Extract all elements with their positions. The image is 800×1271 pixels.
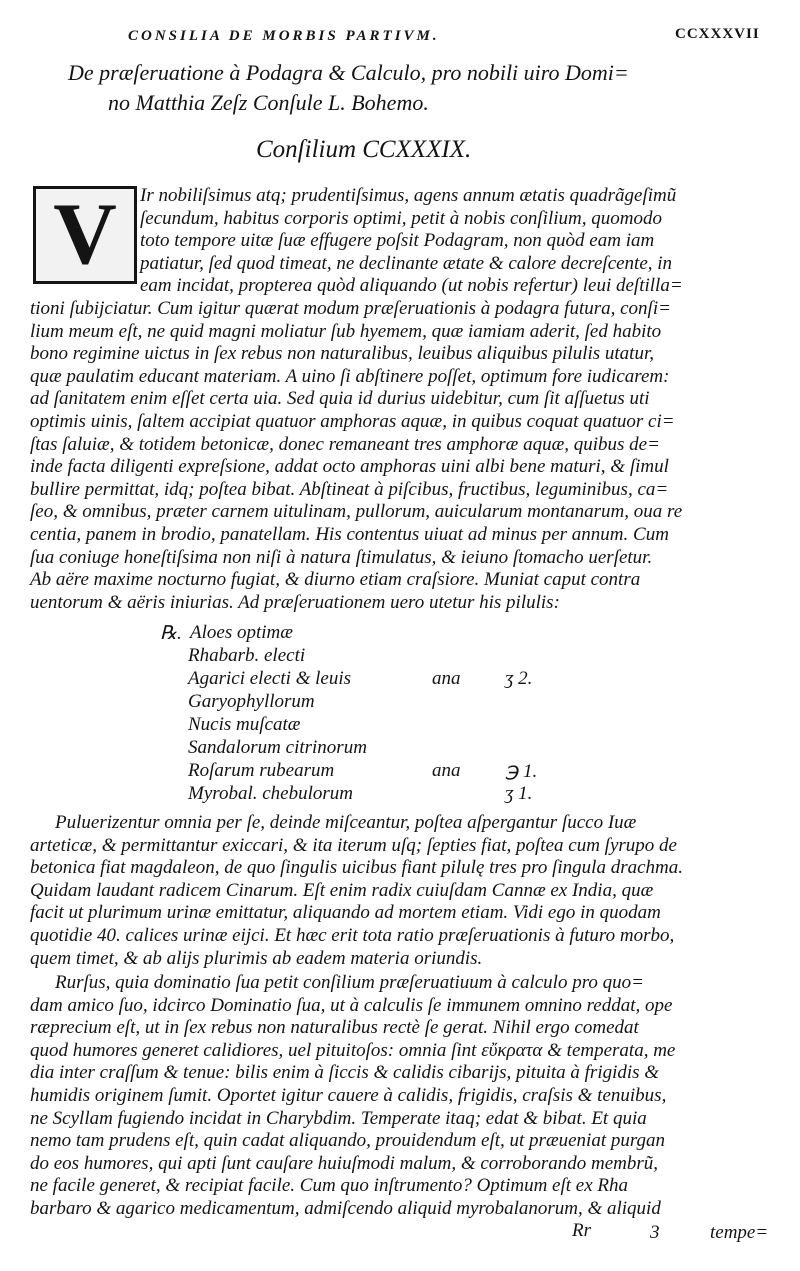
paragraph-1-line: Ab aëre maxime nocturno fugiat, & diurno etiam craſsiore. Muniat caput contra [30,569,641,591]
paragraph-3-line: barbaro & agarico medicamentum, admiſcendo aliquid myrobalanorum, & aliquid [30,1198,661,1219]
paragraph-1-line: toto tempore uitæ ſuæ effugere poſsit Podagram, non quòd eam iam [140,230,655,252]
recipe-ingredient: Garyophyllorum [188,691,315,712]
paragraph-1-line: lium meum eſt, ne quid magni moliatur ſub hyemem, quæ iamiam aderit, ſed habito [30,320,662,342]
recipe-quantity: ʒ 2. [505,668,533,689]
title-line-1: De præſeruatione à Podagra & Calculo, pro nobili uiro Domi= [68,60,629,85]
recipe-symbol: ℞. [160,623,182,644]
paragraph-1-line: bullire permittat, idq; poſtea bibat. Abſtineat à piſcibus, fructibus, leguminibus, ca= [30,478,669,500]
paragraph-1-line: patiatur, ſed quod timeat, ne declinante ætate & calore decreſcente, in [140,252,673,274]
recipe-ana: ana [432,760,461,781]
recipe-ingredient: Roſarum rubearum [188,760,335,781]
paragraph-3-line: dia inter craſſum & tenue: bilis enim à ſiccis & calidis cibarijs, pituita à frigidis & [30,1062,660,1084]
recipe-quantity: ʒ 1. [505,783,533,804]
paragraph-3-line: ne Scyllam fugiendo incidat in Charybdim. Temperate itaq; edat & bibat. Et quia [30,1107,647,1129]
paragraph-1-line: ad ſanitatem enim eſſet certa uia. Sed quia id durius uidebitur, cum ſit aſſuetus uti [30,388,650,410]
recipe-ingredient: Agarici electi & leuis [188,668,352,689]
paragraph-3-line: ræprecium eſt, ut in ſex rebus non naturalibus rectè ſe gerat. Nihil ergo comedat [30,1017,639,1039]
paragraph-1-line: inde facta diligenti expreſsione, addat octo amphoras uini albi bene maturi, & ſimul [30,456,669,478]
paragraph-2-line: betonica fiat magdaleon, de quo ſingulis uicibus fiant pilulę tres pro ſingula drachma. [30,857,683,879]
folio-number: CCXXXVII [675,26,760,42]
paragraph-3-line: quod humores generet calidiores, uel pituitoſos: omnia ſint εὔκρατα & temperata, me [30,1039,676,1061]
paragraph-1-line: uentorum & aëris iniurias. Ad præſeruationem uero utetur his pilulis: [30,591,560,613]
running-head: CONSILIA DE MORBIS PARTIVM. [128,28,440,44]
paragraph-1-line: eam incidat, propterea quòd aliquando (ut nobis refertur) leui deſtilla= [140,275,683,297]
recipe-ana: ana [432,668,461,689]
recipe-quantity: ℈ 1. [505,761,538,782]
paragraph-2-line: arteticæ, & permittantur exiccari, & ita iterum uſq; ſepties fiat, poſtea cum ſyrupo de [30,834,677,856]
paragraph-1-line: ſeo, & omnibus, præter carnem uitulinam, pullorum, auicularum montanarum, oua re [30,501,683,523]
recipe-ingredient: Sandalorum citrinorum [188,737,367,758]
paragraph-1-line: bono regimine uictus in ſex rebus non naturalibus, leuibus aliquibus pilulis utatur, [30,343,655,365]
paragraph-1-line: ſtas ſaluiæ, & totidem betonicæ, donec remaneant tres amphoræ aquæ, quibus de= [30,433,660,455]
paragraph-1-line: quæ paulatim educant materiam. A uino ſi abſtinere poſſet, optimum fore iudicarem: [30,365,670,387]
decorated-initial: V [33,186,137,284]
recipe-ingredient: Rhabarb. electi [188,645,306,666]
signature-number: 3 [650,1222,660,1243]
paragraph-1-line: Ir nobiliſsimus atq; prudentiſsimus, agens annum ætatis quadrãgeſimũ [140,185,677,206]
paragraph-3-line: Rurſus, quia dominatio ſua petit conſilium præſeruatiuum à calculo pro quo= [55,972,644,993]
paragraph-3-line: dam amico ſuo, idcirco Dominatio ſua, ut à calculis ſe immunem omnino reddat, ope [30,994,673,1016]
paragraph-3-line: do eos humores, qui apti ſunt cauſare huiuſmodi malum, & corroborando membrũ, [30,1152,659,1174]
paragraph-1-line: tioni ſubijciatur. Cum igitur quærat modum præſeruationis à podagra futura, conſi= [30,298,671,319]
paragraph-3-line: humidis originem ſumit. Oportet igitur cauere à calidis, frigidis, craſsis & tenuibus, [30,1085,667,1106]
paragraph-2-line: quotidie 40. calices urinæ eijci. Et hæc erit tota ratio præſeruationis à futuro morbo, [30,925,675,946]
paragraph-1-line: ſecundum, habitus corporis optimi, petit à nobis conſilium, quomodo [140,207,662,229]
paragraph-3-line: ne facile generet, & recipiat facile. Cum quo inſtrumento? Optimum eſt ex Rha [30,1175,629,1197]
paragraph-1-line: ſua coniuge honeſtiſsima non niſi à natura ſtimulatus, & ieiuno ſtomacho uerſetur. [30,546,653,568]
title-line-2: no Matthia Zeſz Conſule L. Bohemo. [108,90,429,115]
paragraph-1-line: optimis uinis, ſaltem accipiat quatuor amphoras aquæ, in quibus coquat quatuor ci= [30,411,675,432]
paragraph-2-line: Puluerizentur omnia per ſe, deinde miſceantur, poſtea aſpergantur ſucco Iuæ [55,812,637,833]
catchword: tempe= [710,1222,769,1243]
paragraph-3-line: nemo tam prudens eſt, quin cadat aliquando, prouidendum eſt, ut præueniat purgan [30,1130,666,1152]
signature-mark: Rr [572,1220,591,1241]
recipe-ingredient: Myrobal. chebulorum [188,783,353,804]
recipe-ingredient: Aloes optimæ [190,622,293,643]
recipe-ingredient: Nucis muſcatæ [188,714,301,735]
paragraph-2-line: facit ut plurimum urinæ emittatur, aliquando ad mortem etiam. Vidi ego in quodam [30,902,661,924]
paragraph-1-line: centia, panem in brodio, panatellam. His contentus uiuat ad minus per annum. Cum [30,524,669,545]
paragraph-2-line: quem timet, & ab alijs plurimis ab eadem materia oriundis. [30,947,483,969]
paragraph-2-line: Quidam laudant radicem Cinarum. Eſt enim radix cuiuſdam Cannæ ex India, quæ [30,879,654,901]
consilium-heading: Conſilium CCXXXIX. [256,136,472,163]
